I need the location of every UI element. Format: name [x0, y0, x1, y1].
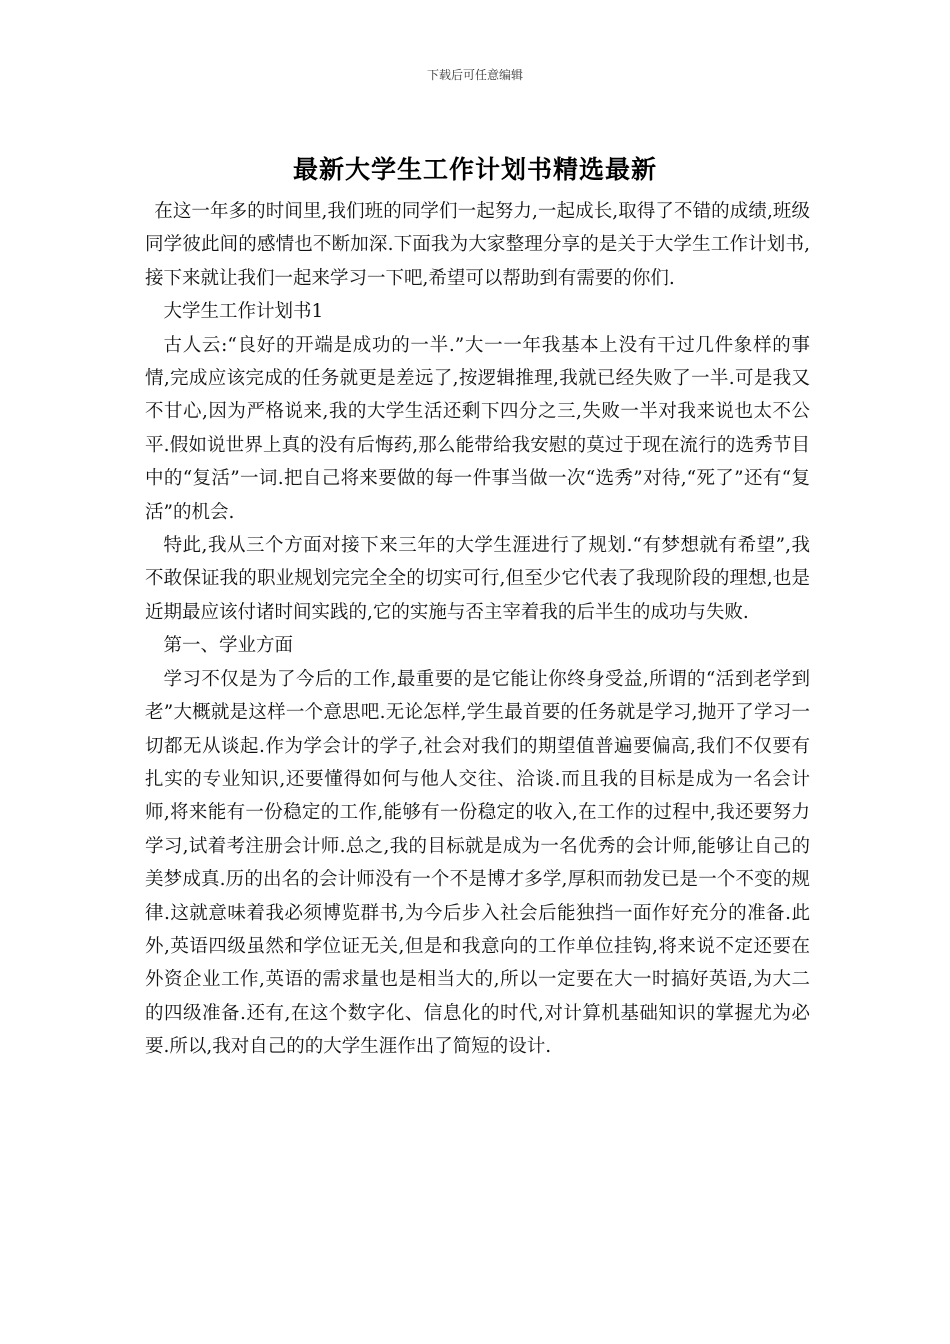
document-title: 最新大学生工作计划书精选最新 — [292, 155, 657, 184]
paragraph-ancient-saying: 古人云:“良好的开端是成功的一半.”大一一年我基本上没有干过几件象样的事情,完成应该完成的任务就更是差远了,按逻辑推理,我就已经失败了一半.可是我又不甘心,因为严格说来,我的大学生活还剩下四分之三,失败一半对我来说也太不公平.假如说世界上真的没有后悔药,那么能带给我安慰的莫过于现在流行的选秀节目中的“复活”一词.把自己将来要做的每一件事当做一次“选秀”对待,“死了”还有“复活”的机会. — [145, 334, 810, 523]
header-note: 下载后可任意编辑 — [426, 68, 523, 82]
paragraph-three-aspects: 特此,我从三个方面对接下来三年的大学生涯进行了规划.“有梦想就有希望”,我不敢保证我的职业规划完完全全的切实可行,但至少它代表了我现阶段的理想,也是近期最应该付诸时间实践的,它的实施与否主宰着我的后半生的成功与失败. — [145, 535, 810, 623]
document-body — [145, 195, 810, 1064]
paragraph-academics: 学习不仅是为了今后的工作,最重要的是它能让你终身受益,所谓的“活到老学到老”大概就是这样一个意思吧.无论怎样,学生最首要的任务就是学习,抛开了学习一切都无从谈起.作为学会计的学子,社会对我们的期望值普遍要偏高,我们不仅要有扎实的专业知识,还要懂得如何与他人交往、洽谈.而且我的目标是成为一名会计师,将来能有一份稳定的工作,能够有一份稳定的收入,在工作的过程中,我还要努力学习,试着考注册会计师.总之,我的目标就是成为一名优秀的会计师,能够让自己的美梦成真.历的出名的会计师没有一个不是博才多学,厚积而勃发已是一个不变的规律.这就意味着我必须博览群书,为今后步入社会后能独挡一面作好充分的准备.此外,英语四级虽然和学位证无关,但是和我意向的工作单位挂钩,将来说不定还要在外资企业工作,英语的需求量也是相当大的,所以一定要在大一时搞好英语,为大二的四级准备.还有,在这个数字化、信息化的时代,对计算机基础知识的掌握尤为必要.所以,我对自己的的大学生涯作出了简短的设计. — [145, 668, 810, 1058]
section-heading-academics: 第一、学业方面 — [163, 635, 294, 657]
section-heading-plan-1: 大学生工作计划书1 — [163, 301, 324, 323]
paragraph-intro: 在这一年多的时间里,我们班的同学们一起努力,一起成长,取得了不错的成绩,班级同学彼此间的感情也不断加深.下面我为大家整理分享的是关于大学生工作计划书,接下来就让我们一起来学习一下吧,希望可以帮助到有需要的你们. — [145, 201, 810, 289]
